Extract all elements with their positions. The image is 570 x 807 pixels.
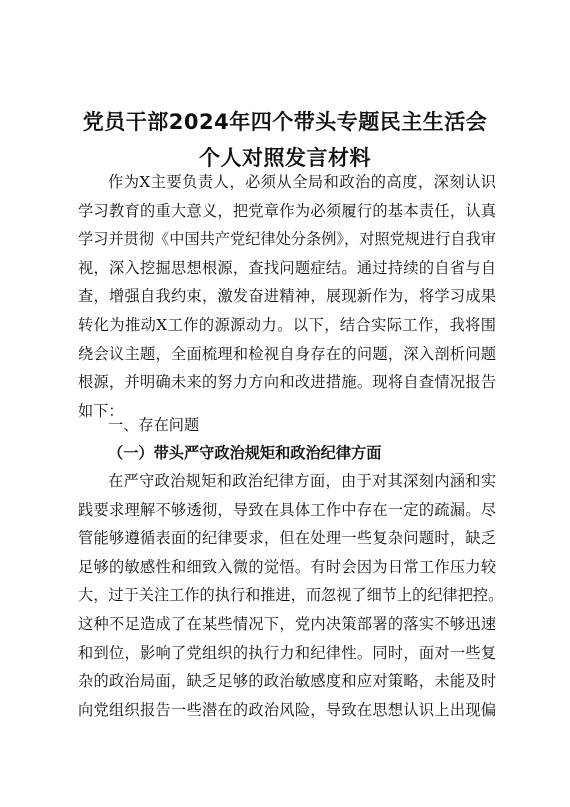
intro-paragraph <box>78 168 496 425</box>
paragraph-line: 向党组织报告一些潜在的政治风险，导致在思想认识上出现偏 <box>78 700 496 719</box>
paragraph-line: 在严守政治规矩和政治纪律方面，由于对其深刻内涵和实 <box>108 472 496 490</box>
paragraph-line: 转化为推动X工作的源源动力。以下，结合实际工作，我将围 <box>78 315 496 334</box>
paragraph-line: 根源，并明确未来的努力方向和改进措施。现将自查情况报告 <box>78 373 496 392</box>
paragraph-line: 查，增强自我约束，激发奋进精神，展现新作为，将学习成果 <box>78 287 496 306</box>
paragraph-line: 如下： <box>78 401 124 420</box>
paragraph-line: 大，过于关注工作的执行和推进，而忽视了细节上的纪律把控。 <box>78 586 504 605</box>
paragraph-line: 杂的政治局面，缺乏足够的政治敏感度和应对策略，未能及时 <box>78 672 496 691</box>
paragraph-line: 绕会议主题，全面梳理和检视自身存在的问题，深入剖析问题 <box>78 344 496 363</box>
document-title-line1: 党员干部2024年四个带头专题民主生活会 <box>82 110 488 134</box>
paragraph-line: 足够的敏感性和细致入微的觉悟。有时会因为日常工作压力较 <box>78 557 496 576</box>
subsection-heading: （一）带头严守政治规矩和政治纪律方面 <box>108 444 382 462</box>
body-paragraph <box>78 467 504 724</box>
paragraph-line: 学习教育的重大意义，把党章作为必须履行的基本责任，认真 <box>78 201 496 220</box>
paragraph-line: 视，深入挖掘思想根源，查找问题症结。通过持续的自省与自 <box>78 258 496 277</box>
document-title-line2: 个人对照发言材料 <box>199 146 371 170</box>
paragraph-line: 作为X主要负责人，必须从全局和政治的高度，深刻认识 <box>108 173 496 191</box>
paragraph-line: 管能够遵循表面的纪律要求，但在处理一些复杂问题时，缺乏 <box>78 529 496 548</box>
paragraph-line: 这种不足造成了在某些情况下，党内决策部署的落实不够迅速 <box>78 614 496 633</box>
paragraph-line: 学习并贯彻《中国共产党纪律处分条例》，对照党规进行自我审 <box>78 230 496 249</box>
section-heading: 一、存在问题 <box>108 416 200 434</box>
paragraph-line: 和到位，影响了党组织的执行力和纪律性。同时，面对一些复 <box>78 643 496 662</box>
paragraph-line: 践要求理解不够透彻，导致在具体工作中存在一定的疏漏。尽 <box>78 500 496 519</box>
